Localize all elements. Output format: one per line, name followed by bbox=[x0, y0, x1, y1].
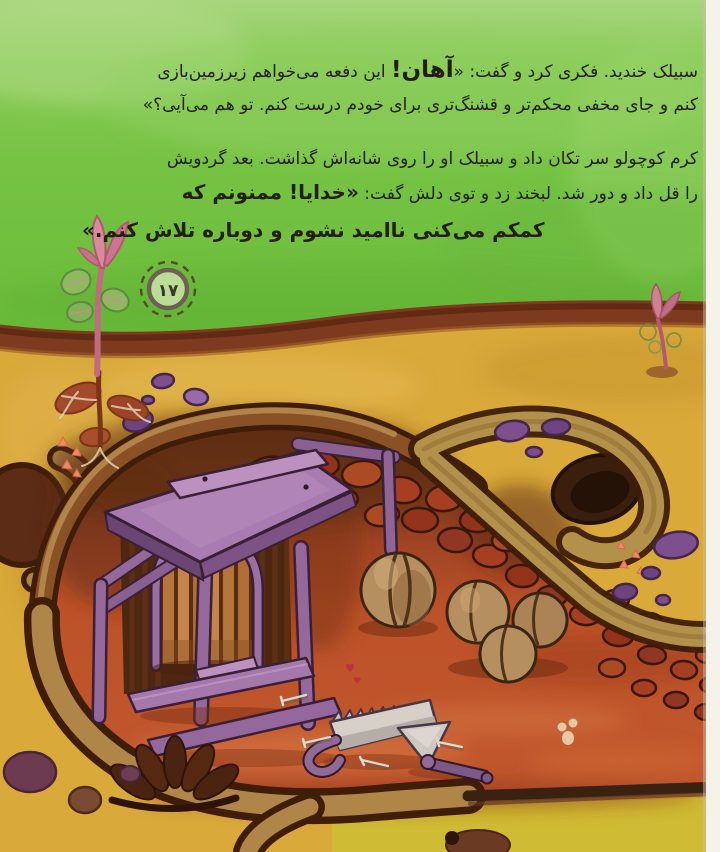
story-text-segment: کرم کوچولو سر تکان داد و سبیلک او را روی شانه‌اش گذاشت. بعد گردویش bbox=[166, 149, 698, 169]
story-line bbox=[36, 143, 698, 176]
story-text-segment: این دفعه می‌خواهم زیرزمین‌بازی bbox=[157, 62, 392, 82]
story-text bbox=[36, 54, 698, 272]
story-line bbox=[36, 211, 698, 251]
story-line bbox=[36, 176, 698, 211]
story-paragraph bbox=[36, 143, 698, 251]
page-number: ۱۷ bbox=[157, 281, 179, 301]
story-text-segment: را قل داد و دور شد. لبخند زد و توی دلش گفت: bbox=[358, 184, 698, 204]
story-text-emphasis: «خدایا! ممنونم که bbox=[181, 180, 359, 204]
story-line bbox=[36, 54, 698, 89]
story-text-segment: سبیلک خندید. فکری کرد و گفت: « bbox=[453, 62, 698, 82]
story-text-segment: کنم و جای مخفی محکم‌تر و قشنگ‌تری برای خودم درست کنم. تو هم می‌آیی؟» bbox=[142, 95, 698, 115]
page-edge bbox=[703, 0, 720, 852]
story-text-emphasis: کمکم می‌کنی ناامید نشوم و دوباره تلاش کنم.» bbox=[82, 218, 545, 242]
story-text-emphasis: آهان! bbox=[391, 57, 454, 83]
story-line bbox=[36, 89, 698, 122]
story-paragraph bbox=[36, 54, 698, 122]
